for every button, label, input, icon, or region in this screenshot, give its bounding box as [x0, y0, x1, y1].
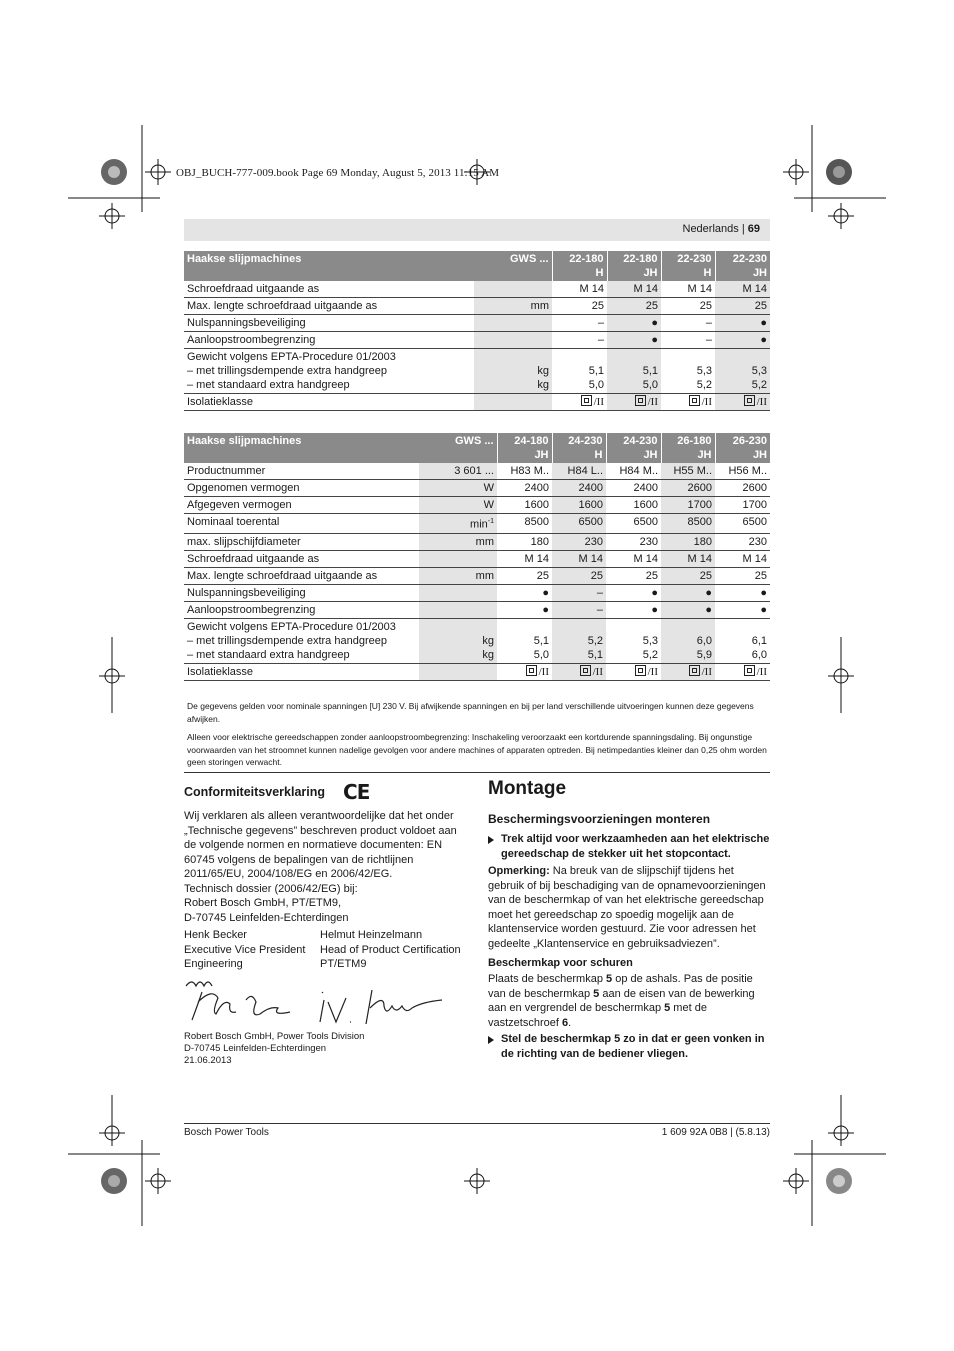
row-label: Opgenomen vermogen: [184, 480, 419, 497]
table-cell: 6,1 6,0: [715, 618, 770, 663]
footer-left: Bosch Power Tools: [184, 1127, 269, 1138]
table-row: [184, 463, 770, 480]
table-cell: 230: [606, 533, 661, 550]
table-row: [184, 618, 770, 663]
table-cell: M 14: [606, 550, 661, 567]
row-unit: [419, 550, 497, 567]
table-row: [184, 281, 770, 298]
spec-table-2: [184, 433, 770, 681]
row-unit: W: [419, 480, 497, 497]
table-cell: –: [552, 315, 607, 332]
table-cell: 25: [606, 567, 661, 584]
note-text: Na breuk van de slijpschijf tijdens het gebruik of bij beschadiging van de opnamevoorzieningen van de beschermkap of van het elektrische gereedschap moet het gereedschap zo spoedig mogelijk aan de klantenservice worden gestuurd. Zie voor adressen het gedeelte „Klantenservice en gebruiksadviezen”.: [488, 865, 766, 950]
table-cell: M 14: [715, 281, 770, 298]
row-label: Schroefdraad uitgaande as: [184, 550, 419, 567]
table-cell: H84 M..: [606, 463, 661, 480]
table-cell: M 14: [552, 281, 607, 298]
model-header: 22-180 H: [552, 251, 607, 281]
table-cell: 25: [661, 298, 715, 315]
insulation-class-icon: /II: [635, 395, 658, 409]
table-cell: 25: [715, 567, 770, 584]
row-unit: mm: [419, 567, 497, 584]
table-cell: [661, 394, 715, 411]
table-cell: [552, 663, 606, 680]
table-row: [184, 533, 770, 550]
gws-label: GWS ...: [474, 251, 552, 281]
row-unit: [419, 584, 497, 601]
tech-dossier-city: D-70745 Leinfelden-Echterdingen: [184, 911, 349, 924]
row-unit: [474, 394, 552, 411]
address-line-1: Robert Bosch GmbH, Power Tools Division: [184, 1030, 365, 1042]
tech-dossier-company: Robert Bosch GmbH, PT/ETM9,: [184, 897, 342, 909]
insulation-class-icon: /II: [581, 395, 604, 409]
row-unit: kg kg: [474, 349, 552, 394]
table-cell: 2600: [661, 480, 715, 497]
table-cell: [607, 394, 661, 411]
model-header: 22-230 JH: [715, 251, 770, 281]
bullet-2-text: Stel de beschermkap 5 zo in dat er geen vonken in de richting van de bediener vliegen.: [501, 1033, 765, 1060]
row-unit: 3 601 ...: [419, 463, 497, 480]
row-label: Nominaal toerental: [184, 514, 419, 534]
triangle-bullet-icon: [488, 1036, 494, 1044]
table-cell: [715, 663, 770, 680]
model-header: 24-230 JH: [606, 433, 661, 463]
table-cell: ●: [715, 601, 770, 618]
divider: [184, 772, 770, 773]
table-cell: 2600: [715, 480, 770, 497]
montage-heading: Montage: [488, 778, 567, 799]
table-cell: M 14: [497, 550, 552, 567]
row-label: Schroefdraad uitgaande as: [184, 281, 474, 298]
table-cell: [661, 663, 715, 680]
row-label: Max. lengte schroefdraad uitgaande as: [184, 567, 419, 584]
address-line-2: D-70745 Leinfelden-Echterdingen: [184, 1042, 327, 1054]
table-row: [184, 480, 770, 497]
table-cell: ●: [607, 332, 661, 349]
table-row: [184, 394, 770, 411]
table-cell: 25: [661, 567, 715, 584]
table-cell: 25: [715, 298, 770, 315]
table-cell: [606, 663, 661, 680]
row-label: Nulspanningsbeveiliging: [184, 584, 419, 601]
model-header: 24-230 H: [552, 433, 606, 463]
table-cell: H56 M..: [715, 463, 770, 480]
model-header: 24-180 JH: [497, 433, 552, 463]
table-cell: [497, 663, 552, 680]
insulation-class-icon: /II: [744, 395, 767, 409]
table-cell: 1600: [606, 497, 661, 514]
spec-table-1: [184, 251, 770, 411]
table-cell: ●: [715, 332, 770, 349]
table-cell: M 14: [552, 550, 606, 567]
conformity-section: [184, 780, 469, 1067]
tech-dossier-line: Technisch dossier (2006/42/EG) bij:: [184, 882, 358, 895]
row-label: Aanloopstroombegrenzing: [184, 332, 474, 349]
table-row: [184, 567, 770, 584]
row-label: Gewicht volgens EPTA-Procedure 01/2003 – met trillingsdempende extra handgreep – met standaard extra handgreep: [184, 618, 419, 663]
table-cell: 6,0 5,9: [661, 618, 715, 663]
row-unit: W: [419, 497, 497, 514]
row-label: Afgegeven vermogen: [184, 497, 419, 514]
table-cell: ●: [497, 601, 552, 618]
table-cell: 25: [607, 298, 661, 315]
gws-label: GWS ...: [419, 433, 497, 463]
row-unit: [474, 315, 552, 332]
table-cell: ●: [715, 315, 770, 332]
row-label: Max. lengte schroefdraad uitgaande as: [184, 298, 474, 315]
signer-2: [320, 928, 461, 972]
row-unit: [474, 332, 552, 349]
table-title: Haakse slijpmachines: [184, 251, 474, 281]
table-cell: 6500: [606, 514, 661, 534]
row-unit: [419, 601, 497, 618]
model-header: 22-230 H: [661, 251, 715, 281]
warning-bullet-2: [488, 1032, 770, 1061]
table-cell: 5,1 5,0: [607, 349, 661, 394]
footnotes: [187, 700, 770, 775]
table-cell: 2400: [606, 480, 661, 497]
row-unit: mm: [419, 533, 497, 550]
table-cell: 230: [552, 533, 606, 550]
row-label: Aanloopstroombegrenzing: [184, 601, 419, 618]
table-row: [184, 332, 770, 349]
note-label: Opmerking:: [488, 865, 550, 877]
table-cell: M 14: [607, 281, 661, 298]
guard-subheading: Beschermkap voor schuren: [488, 957, 633, 969]
table-cell: 5,1 5,0: [497, 618, 552, 663]
bullet-1-text: Trek altijd voor werkzaamheden aan het elektrische gereedschap de stekker uit het stopcontact.: [501, 833, 770, 860]
table-cell: 25: [552, 567, 606, 584]
table-cell: H84 L..: [552, 463, 606, 480]
running-header: Nederlands | 69: [184, 219, 770, 241]
table-cell: M 14: [661, 550, 715, 567]
table-cell: –: [552, 601, 606, 618]
table-cell: 230: [715, 533, 770, 550]
row-label: Productnummer: [184, 463, 419, 480]
print-header: OBJ_BUCH-777-009.book Page 69 Monday, August 5, 2013 11:15 AM: [176, 167, 500, 179]
table-cell: 1700: [715, 497, 770, 514]
table-cell: 8500: [497, 514, 552, 534]
row-unit: mm: [474, 298, 552, 315]
footer-right: 1 609 92A 0B8 | (5.8.13): [661, 1127, 770, 1138]
insulation-class-icon: /II: [689, 395, 712, 409]
row-label: Nulspanningsbeveiliging: [184, 315, 474, 332]
montage-section: [488, 778, 770, 1061]
table-row: [184, 584, 770, 601]
model-header: 26-230 JH: [715, 433, 770, 463]
note-voltage: De gegevens gelden voor nominale spanningen [U] 230 V. Bij afwijkende spanningen en bij per land verschillende uitvoeringen kunnen deze gegevens afwijken.: [187, 701, 754, 724]
table-cell: ●: [607, 315, 661, 332]
table-cell: –: [661, 332, 715, 349]
table-cell: 1600: [552, 497, 606, 514]
guard-paragraph: Plaats de beschermkap 5 op de ashals. Pas de positie van de beschermkap 5 aan de eisen van de bewerking aan en vergrendel de beschermkap 5 met de vastzetschroef 6.: [488, 973, 755, 1029]
table-cell: M 14: [661, 281, 715, 298]
insulation-class-icon: /II: [580, 665, 603, 679]
conformity-text: Wij verklaren als alleen verantwoordelijke dat het onder „Technische gegevens” beschreven product voldoet aan de volgende normen en normatieve documenten: EN 60745 volgens de bepalingen van de richtlijnen 2011/65/EU, 2004/108/EG en 2006/42/EG.: [184, 810, 457, 880]
table-cell: M 14: [715, 550, 770, 567]
signer-1-title: Executive Vice President: [184, 943, 306, 956]
table-cell: 180: [497, 533, 552, 550]
table-cell: 5,3 5,2: [715, 349, 770, 394]
table-cell: 2400: [497, 480, 552, 497]
page-number: 69: [747, 223, 760, 235]
address-date: 21.06.2013: [184, 1054, 232, 1066]
insulation-class-icon: /II: [635, 665, 658, 679]
table-cell: 6500: [552, 514, 606, 534]
row-label: Isolatieklasse: [184, 394, 474, 411]
row-label: Isolatieklasse: [184, 663, 419, 680]
table-row: [184, 514, 770, 534]
table-cell: H83 M..: [497, 463, 552, 480]
table-header-row: [184, 433, 770, 463]
signer-1-name: Henk Becker: [184, 929, 247, 941]
table-cell: 5,3 5,2: [606, 618, 661, 663]
table-cell: ●: [661, 601, 715, 618]
table-cell: 1600: [497, 497, 552, 514]
table-title: Haakse slijpmachines: [184, 433, 419, 463]
signatures: [184, 978, 469, 1026]
table-cell: ●: [715, 584, 770, 601]
table-cell: H55 M..: [661, 463, 715, 480]
table-cell: 2400: [552, 480, 606, 497]
table-cell: ●: [606, 584, 661, 601]
table-row: [184, 349, 770, 394]
table-cell: 180: [661, 533, 715, 550]
table-row: [184, 550, 770, 567]
note-paragraph: [488, 864, 770, 951]
row-unit: $\min^{-1}$: [419, 514, 497, 534]
table-cell: 25: [552, 298, 607, 315]
insulation-class-icon: /II: [744, 665, 767, 679]
table-row: [184, 601, 770, 618]
table-cell: 1700: [661, 497, 715, 514]
row-label: max. slijpschijfdiameter: [184, 533, 419, 550]
table-row: [184, 497, 770, 514]
table-cell: 8500: [661, 514, 715, 534]
signer-2-dept: PT/ETM9: [320, 958, 367, 970]
table-cell: ●: [497, 584, 552, 601]
table-cell: –: [552, 584, 606, 601]
footer-divider: [184, 1123, 770, 1124]
table-row: [184, 315, 770, 332]
table-row: [184, 298, 770, 315]
warning-bullet-1: [488, 832, 770, 861]
conformity-heading: Conformiteitsverklaring: [184, 785, 326, 799]
note-inrush: Alleen voor elektrische gereedschappen zonder aanloopstroombegrenzing: Inschakeling veroorzaakt een kortdurende spanningsdaling. Bij ongunstige voorwaarden van het stroomnet kunnen nadelige gevolgen voor andere machines of apparaten optreden. Bij netimpedanties kleiner dan 0,25 ohm worden geen storingen verwacht.: [187, 732, 767, 767]
table-cell: –: [552, 332, 607, 349]
signer-2-title: Head of Product Certification: [320, 943, 461, 956]
table-cell: 25: [497, 567, 552, 584]
triangle-bullet-icon: [488, 836, 494, 844]
montage-subheading: Beschermingsvoorzieningen monteren: [488, 812, 711, 826]
table-row: [184, 663, 770, 680]
row-unit: [474, 281, 552, 298]
table-cell: ●: [606, 601, 661, 618]
table-cell: ●: [661, 584, 715, 601]
signer-1-dept: Engineering: [184, 958, 243, 970]
signer-1: [184, 928, 320, 972]
table-header-row: [184, 251, 770, 281]
table-cell: –: [661, 315, 715, 332]
ce-mark-icon: CE: [343, 780, 370, 804]
language-label: Nederlands: [682, 223, 739, 235]
row-unit: kg kg: [419, 618, 497, 663]
table-cell: 5,2 5,1: [552, 618, 606, 663]
insulation-class-icon: /II: [526, 665, 549, 679]
model-header: 26-180 JH: [661, 433, 715, 463]
signer-2-name: Helmut Heinzelmann: [320, 929, 423, 941]
model-header: 22-180 JH: [607, 251, 661, 281]
row-unit: [419, 663, 497, 680]
table-cell: [552, 394, 607, 411]
row-label: Gewicht volgens EPTA-Procedure 01/2003 – met trillingsdempende extra handgreep – met standaard extra handgreep: [184, 349, 474, 394]
table-cell: 5,3 5,2: [661, 349, 715, 394]
insulation-class-icon: /II: [689, 665, 712, 679]
table-cell: 5,1 5,0: [552, 349, 607, 394]
table-cell: 6500: [715, 514, 770, 534]
table-cell: [715, 394, 770, 411]
